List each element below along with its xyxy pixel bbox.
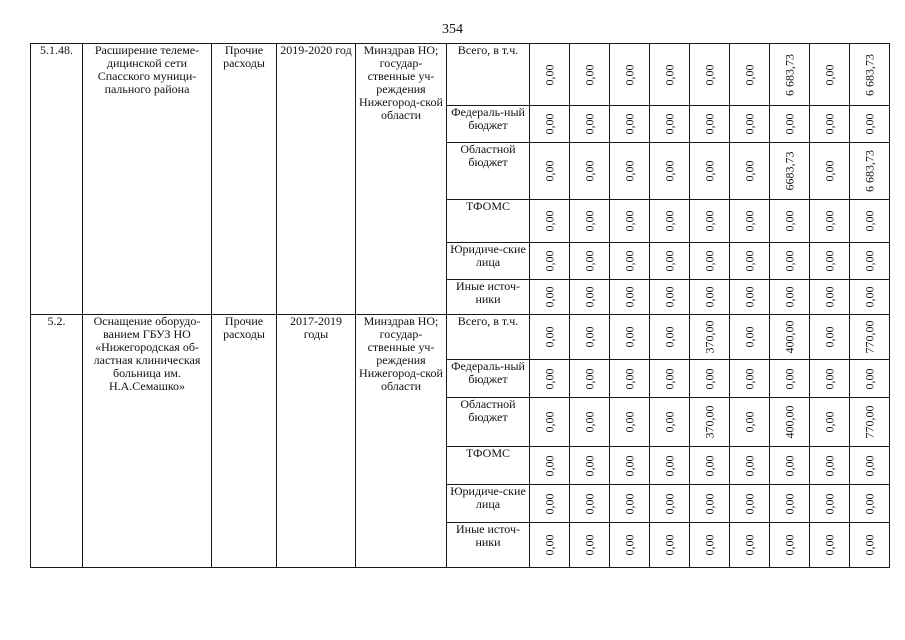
value-text: 0,00 xyxy=(742,250,756,272)
value-text: 0,00 xyxy=(782,250,796,272)
funding-source: Иные источ-ники xyxy=(447,523,530,568)
value-cell xyxy=(730,143,770,200)
item-executor: Минздрав НО; государ-ственные уч-реждения Нижегород-ской области xyxy=(356,44,447,315)
value-text: 0,00 xyxy=(622,160,636,182)
value-text: 400,00 xyxy=(782,405,796,439)
value-text: 0,00 xyxy=(742,113,756,135)
value-text: 0,00 xyxy=(862,368,876,389)
value-cell xyxy=(770,447,810,485)
value-text: 0,00 xyxy=(622,210,636,232)
item-name: Расширение телеме-дицинской сети Спасского муници-пального района xyxy=(83,44,212,315)
table-row xyxy=(31,44,890,106)
page-number: 354 xyxy=(442,22,463,37)
value-cell xyxy=(770,106,810,143)
value-text: 0,00 xyxy=(662,64,676,85)
value-text: 0,00 xyxy=(542,250,556,272)
value-text: 0,00 xyxy=(862,286,876,308)
value-text: 0,00 xyxy=(782,534,796,556)
value-cell xyxy=(810,447,850,485)
value-text: 0,00 xyxy=(662,113,676,135)
value-cell xyxy=(530,44,570,106)
value-text: 6 683,73 xyxy=(782,53,796,96)
value-text: 0,00 xyxy=(622,368,636,389)
value-text: 770,00 xyxy=(862,320,876,354)
value-text: 0,00 xyxy=(822,64,836,85)
value-text: 0,00 xyxy=(542,326,556,348)
value-text: 0,00 xyxy=(822,160,836,182)
value-cell xyxy=(850,200,890,243)
value-text: 0,00 xyxy=(702,286,716,308)
value-text: 6 683,73 xyxy=(862,150,876,192)
value-cell xyxy=(690,315,730,360)
value-cell xyxy=(850,523,890,568)
value-text: 0,00 xyxy=(822,326,836,348)
expense-type: Прочие расходы xyxy=(212,44,277,315)
item-period: 2017-2019 годы xyxy=(277,315,356,568)
value-cell xyxy=(610,200,650,243)
value-text: 0,00 xyxy=(542,368,556,389)
value-cell xyxy=(770,243,810,280)
value-cell xyxy=(810,243,850,280)
value-text: 0,00 xyxy=(782,113,796,135)
value-cell xyxy=(810,315,850,360)
value-text: 0,00 xyxy=(822,455,836,476)
value-cell xyxy=(770,44,810,106)
value-cell xyxy=(610,143,650,200)
value-text: 0,00 xyxy=(702,210,716,232)
value-cell xyxy=(810,280,850,315)
value-cell xyxy=(730,447,770,485)
value-text: 0,00 xyxy=(582,160,596,182)
value-cell xyxy=(650,398,690,447)
value-cell xyxy=(850,447,890,485)
value-cell xyxy=(850,280,890,315)
value-cell xyxy=(570,243,610,280)
value-text: 0,00 xyxy=(862,113,876,135)
value-text: 0,00 xyxy=(662,210,676,232)
value-cell xyxy=(570,315,610,360)
value-text: 0,00 xyxy=(702,455,716,476)
value-cell xyxy=(770,315,810,360)
value-cell xyxy=(770,398,810,447)
value-text: 0,00 xyxy=(702,160,716,182)
value-cell xyxy=(850,315,890,360)
value-text: 0,00 xyxy=(582,455,596,476)
value-cell xyxy=(810,200,850,243)
value-cell xyxy=(810,523,850,568)
funding-source: Федераль-ный бюджет xyxy=(447,360,530,398)
value-text: 6683,73 xyxy=(782,151,796,191)
item-code: 5.2. xyxy=(31,315,83,568)
value-cell xyxy=(530,447,570,485)
value-cell xyxy=(730,315,770,360)
value-cell xyxy=(650,44,690,106)
value-cell xyxy=(690,280,730,315)
value-cell xyxy=(690,143,730,200)
value-text: 0,00 xyxy=(862,534,876,556)
value-cell xyxy=(810,485,850,523)
value-text: 0,00 xyxy=(822,250,836,272)
value-text: 0,00 xyxy=(742,455,756,476)
value-text: 0,00 xyxy=(582,493,596,514)
value-cell xyxy=(650,523,690,568)
value-text: 770,00 xyxy=(862,405,876,439)
value-text: 0,00 xyxy=(702,64,716,85)
value-text: 0,00 xyxy=(742,368,756,389)
value-cell xyxy=(690,106,730,143)
value-text: 0,00 xyxy=(582,368,596,389)
value-cell xyxy=(530,143,570,200)
value-cell xyxy=(650,243,690,280)
item-code: 5.1.48. xyxy=(31,44,83,315)
value-cell xyxy=(730,398,770,447)
value-text: 0,00 xyxy=(542,493,556,514)
value-cell xyxy=(650,280,690,315)
value-cell xyxy=(650,315,690,360)
value-cell xyxy=(690,360,730,398)
value-text: 0,00 xyxy=(702,368,716,389)
value-text: 0,00 xyxy=(542,455,556,476)
item-executor: Минздрав НО; государ-ственные уч-реждения Нижегород-ской области xyxy=(356,315,447,568)
value-cell xyxy=(530,360,570,398)
value-text: 0,00 xyxy=(662,326,676,348)
funding-source: Областной бюджет xyxy=(447,143,530,200)
value-cell xyxy=(650,360,690,398)
value-cell xyxy=(850,106,890,143)
value-cell xyxy=(770,200,810,243)
value-cell xyxy=(770,360,810,398)
value-cell xyxy=(850,360,890,398)
value-cell xyxy=(530,243,570,280)
value-text: 0,00 xyxy=(862,455,876,476)
value-text: 0,00 xyxy=(822,286,836,308)
value-cell xyxy=(610,280,650,315)
value-text: 0,00 xyxy=(702,250,716,272)
value-cell xyxy=(610,485,650,523)
funding-source: Всего, в т.ч. xyxy=(447,44,530,106)
value-text: 0,00 xyxy=(822,411,836,433)
value-text: 0,00 xyxy=(742,493,756,514)
value-text: 0,00 xyxy=(742,534,756,556)
value-cell xyxy=(690,243,730,280)
value-cell xyxy=(730,200,770,243)
value-text: 0,00 xyxy=(622,534,636,556)
funding-source: Областной бюджет xyxy=(447,398,530,447)
value-text: 0,00 xyxy=(742,64,756,85)
value-text: 0,00 xyxy=(622,113,636,135)
value-cell xyxy=(850,485,890,523)
value-cell xyxy=(570,485,610,523)
table-body xyxy=(31,44,890,568)
value-cell xyxy=(730,523,770,568)
value-text: 0,00 xyxy=(742,286,756,308)
value-cell xyxy=(570,106,610,143)
value-cell xyxy=(530,485,570,523)
funding-source: Федераль-ный бюджет xyxy=(447,106,530,143)
value-text: 370,00 xyxy=(702,320,716,354)
budget-table xyxy=(30,43,890,568)
value-text: 0,00 xyxy=(542,286,556,308)
value-cell xyxy=(570,447,610,485)
value-text: 0,00 xyxy=(702,113,716,135)
value-cell xyxy=(730,280,770,315)
value-cell xyxy=(610,243,650,280)
value-text: 0,00 xyxy=(542,210,556,232)
value-cell xyxy=(690,523,730,568)
value-cell xyxy=(650,485,690,523)
value-text: 0,00 xyxy=(622,64,636,85)
value-cell xyxy=(690,44,730,106)
value-cell xyxy=(770,523,810,568)
value-cell xyxy=(770,280,810,315)
value-cell xyxy=(650,106,690,143)
value-text: 0,00 xyxy=(582,210,596,232)
value-text: 0,00 xyxy=(582,250,596,272)
value-cell xyxy=(530,398,570,447)
value-cell xyxy=(730,485,770,523)
funding-source: Иные источ-ники xyxy=(447,280,530,315)
value-cell xyxy=(570,360,610,398)
value-cell xyxy=(690,447,730,485)
value-cell xyxy=(570,398,610,447)
value-cell xyxy=(650,143,690,200)
value-cell xyxy=(810,360,850,398)
value-text: 0,00 xyxy=(782,455,796,476)
value-text: 0,00 xyxy=(622,250,636,272)
value-cell xyxy=(770,143,810,200)
value-cell xyxy=(810,44,850,106)
value-text: 0,00 xyxy=(662,368,676,389)
value-text: 0,00 xyxy=(582,113,596,135)
value-text: 0,00 xyxy=(702,534,716,556)
value-text: 0,00 xyxy=(822,113,836,135)
value-cell xyxy=(690,485,730,523)
value-text: 0,00 xyxy=(822,493,836,514)
funding-source: ТФОМС xyxy=(447,447,530,485)
value-text: 0,00 xyxy=(582,64,596,85)
value-text: 0,00 xyxy=(862,250,876,272)
value-cell xyxy=(570,280,610,315)
funding-source: Всего, в т.ч. xyxy=(447,315,530,360)
value-text: 0,00 xyxy=(662,411,676,433)
value-text: 0,00 xyxy=(742,160,756,182)
value-cell xyxy=(770,485,810,523)
value-text: 400,00 xyxy=(782,320,796,354)
value-text: 0,00 xyxy=(742,411,756,433)
value-text: 0,00 xyxy=(582,534,596,556)
value-text: 0,00 xyxy=(662,493,676,514)
value-text: 0,00 xyxy=(782,286,796,308)
value-text: 0,00 xyxy=(742,210,756,232)
value-text: 0,00 xyxy=(662,286,676,308)
value-text: 0,00 xyxy=(782,493,796,514)
value-text: 0,00 xyxy=(582,326,596,348)
value-text: 0,00 xyxy=(662,455,676,476)
value-text: 0,00 xyxy=(822,534,836,556)
value-text: 0,00 xyxy=(542,534,556,556)
value-text: 0,00 xyxy=(662,534,676,556)
value-cell xyxy=(570,523,610,568)
value-cell xyxy=(530,200,570,243)
item-period: 2019-2020 год xyxy=(277,44,356,315)
value-cell xyxy=(530,280,570,315)
funding-source: Юридиче-ские лица xyxy=(447,485,530,523)
value-text: 0,00 xyxy=(622,411,636,433)
value-text: 0,00 xyxy=(542,113,556,135)
value-cell xyxy=(570,143,610,200)
value-text: 0,00 xyxy=(622,493,636,514)
value-cell xyxy=(730,44,770,106)
value-cell xyxy=(610,44,650,106)
value-cell xyxy=(650,447,690,485)
value-cell xyxy=(730,360,770,398)
value-text: 0,00 xyxy=(662,160,676,182)
value-text: 0,00 xyxy=(622,326,636,348)
value-text: 0,00 xyxy=(742,326,756,348)
value-text: 0,00 xyxy=(822,368,836,389)
expense-type: Прочие расходы xyxy=(212,315,277,568)
value-text: 0,00 xyxy=(622,455,636,476)
value-cell xyxy=(810,143,850,200)
value-text: 0,00 xyxy=(582,286,596,308)
value-cell xyxy=(810,106,850,143)
value-text: 0,00 xyxy=(662,250,676,272)
value-cell xyxy=(850,398,890,447)
value-text: 0,00 xyxy=(782,210,796,232)
funding-source: ТФОМС xyxy=(447,200,530,243)
value-cell xyxy=(850,143,890,200)
value-text: 370,00 xyxy=(702,405,716,439)
value-cell xyxy=(530,523,570,568)
value-text: 0,00 xyxy=(542,411,556,433)
value-cell xyxy=(570,44,610,106)
value-cell xyxy=(570,200,610,243)
value-text: 0,00 xyxy=(542,160,556,182)
value-cell xyxy=(610,106,650,143)
value-text: 0,00 xyxy=(702,493,716,514)
value-cell xyxy=(730,106,770,143)
value-cell xyxy=(610,360,650,398)
value-cell xyxy=(690,200,730,243)
value-cell xyxy=(850,44,890,106)
value-cell xyxy=(530,106,570,143)
value-text: 0,00 xyxy=(622,286,636,308)
item-name: Оснащение оборудо-ванием ГБУЗ НО «Нижегородская об-ластная клиническая больница им. Н.А.Семашко» xyxy=(83,315,212,568)
value-text: 0,00 xyxy=(862,493,876,514)
value-cell xyxy=(610,398,650,447)
value-text: 6 683,73 xyxy=(862,53,876,96)
value-cell xyxy=(530,315,570,360)
value-text: 0,00 xyxy=(822,210,836,232)
value-cell xyxy=(810,398,850,447)
value-cell xyxy=(610,315,650,360)
table-row xyxy=(31,315,890,360)
value-cell xyxy=(850,243,890,280)
value-text: 0,00 xyxy=(582,411,596,433)
value-text: 0,00 xyxy=(862,210,876,232)
value-text: 0,00 xyxy=(542,64,556,85)
value-cell xyxy=(610,447,650,485)
value-cell xyxy=(650,200,690,243)
value-text: 0,00 xyxy=(782,368,796,389)
value-cell xyxy=(730,243,770,280)
value-cell xyxy=(610,523,650,568)
value-cell xyxy=(690,398,730,447)
funding-source: Юридиче-ские лица xyxy=(447,243,530,280)
